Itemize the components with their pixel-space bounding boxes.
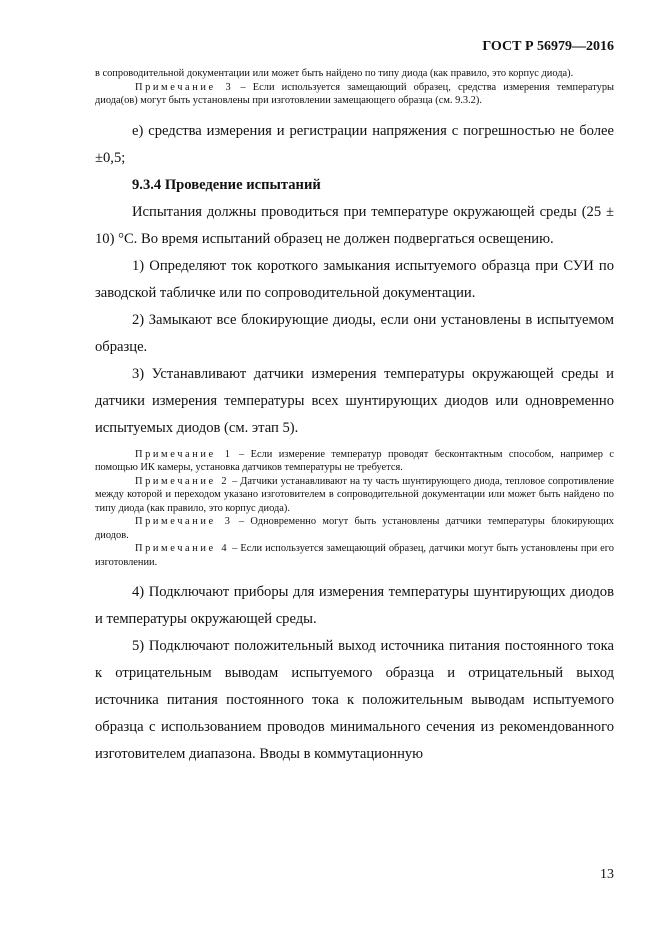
step-5: 5) Подключают положительный выход источника питания постоянного тока к отрицательным выводам испытуемого образца и отрицательный выход источника питания постоянного тока к положительным выводам испытуемого образца с использованием проводов минимального сечения из рекомендованного изготовителем диапазона. Вводы в коммутационную: [95, 638, 614, 762]
note-text: – Если используется замещающий образец, средства измерения температуры диода(ов) могут быть установлены при изготовлении замещающего образца (см. 9.3.2).: [95, 81, 614, 106]
note-label: Примечание 4: [135, 543, 230, 554]
step-4: 4) Подключают приборы для измерения температуры шунтирующих диодов и температуры окружающей среды.: [95, 584, 614, 627]
note-text: – Одновременно могут быть установлены датчики температуры блокирующих диодов.: [95, 516, 614, 541]
note-3: [95, 515, 614, 542]
note-text: – Если измерение температур проводят бесконтактным способом, например с помощью ИК камеры, установка датчиков температуры не требуется.: [95, 448, 614, 473]
note-label: Примечание 2: [135, 475, 230, 487]
item-e: е) средства измерения и регистрации напряжения с погрешностью не более ±0,5;: [95, 122, 614, 166]
note-text: – Датчики устанавливают на ту часть шунтирующего диода, тепловое сопротивление между которой и переходом указано изготовителем в сопроводительной документации или может быть найдено по типу диода (как правило, это корпус диода).: [95, 475, 614, 514]
note-label: Примечание 3: [135, 516, 233, 527]
step-1: 1) Определяют ток короткого замыкания испытуемого образца при СУИ по заводской табличке или по сопроводительной документации.: [95, 257, 614, 301]
note-label: Примечание 3: [135, 81, 234, 93]
document-header: ГОСТ Р 56979—2016: [482, 39, 614, 54]
note-label: Примечание 1: [135, 448, 233, 460]
step-3: 3) Устанавливают датчики измерения температуры окружающей среды и датчики измерения температуры всех шунтирующих диодов или одновременно испытуемых диодов (см. этап 5).: [95, 365, 614, 436]
continuation-text: в сопроводительной документации или может быть найдено по типу диода (как правило, это корпус диода).: [95, 68, 574, 79]
section-intro: Испытания должны проводиться при температуре окружающей среды (25 ± 10) °С. Во время испытаний образец не должен подвергаться освещению.: [95, 203, 614, 247]
section-heading: 9.3.4 Проведение испытаний: [132, 176, 321, 193]
note-2: [95, 475, 614, 516]
page-content: [95, 67, 614, 768]
page-number: 13: [600, 867, 614, 882]
note-4: [95, 542, 614, 569]
note-3-top: [95, 81, 614, 108]
step-2: 2) Замыкают все блокирующие диоды, если они установлены в испытуемом образце.: [95, 311, 614, 355]
note-1: [95, 448, 614, 475]
note-text: – Если используется замещающий образец, датчики могут быть установлены при его изготовлении.: [95, 543, 614, 568]
